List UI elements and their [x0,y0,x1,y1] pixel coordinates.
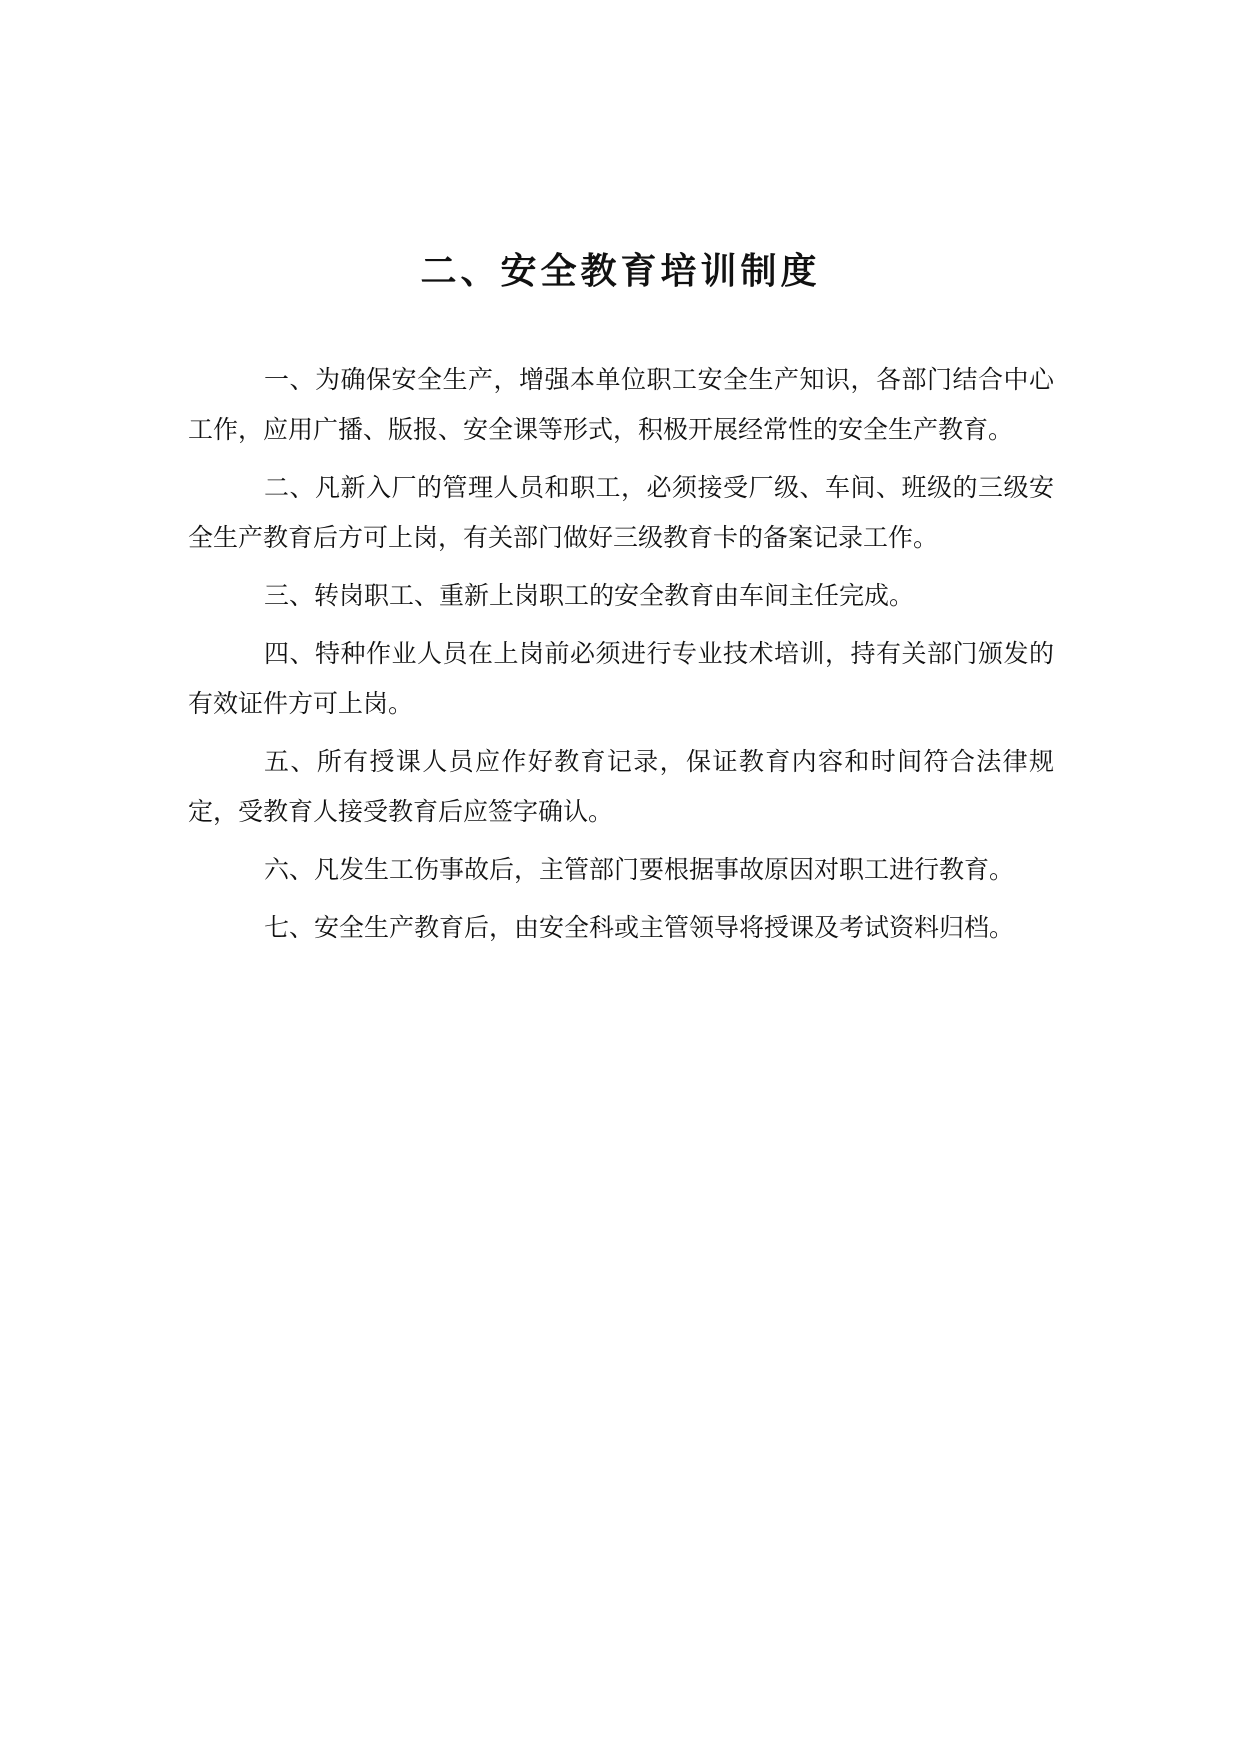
paragraph-2: 二、凡新入厂的管理人员和职工，必须接受厂级、车间、班级的三级安全生产教育后方可上岗，有关部门做好三级教育卡的备案记录工作。 [188,473,1054,552]
document-title: 二、安全教育培训制度 [420,251,821,292]
paragraph-3: 三、转岗职工、重新上岗职工的安全教育由车间主任完成。 [264,581,915,610]
paragraph-5: 五、所有授课人员应作好教育记录，保证教育内容和时间符合法律规定，受教育人接受教育后应签字确认。 [188,747,1054,826]
paragraph-1: 一、为确保安全生产，增强本单位职工安全生产知识，各部门结合中心工作，应用广播、版报、安全课等形式，积极开展经常性的安全生产教育。 [188,365,1054,444]
document-body [188,355,1054,961]
paragraph-6: 六、凡发生工伤事故后，主管部门要根据事故原因对职工进行教育。 [264,855,1015,884]
paragraph-4: 四、特种作业人员在上岗前必须进行专业技术培训，持有关部门颁发的有效证件方可上岗。 [188,639,1054,718]
paragraph-7: 七、安全生产教育后，由安全科或主管领导将授课及考试资料归档。 [264,913,1015,942]
